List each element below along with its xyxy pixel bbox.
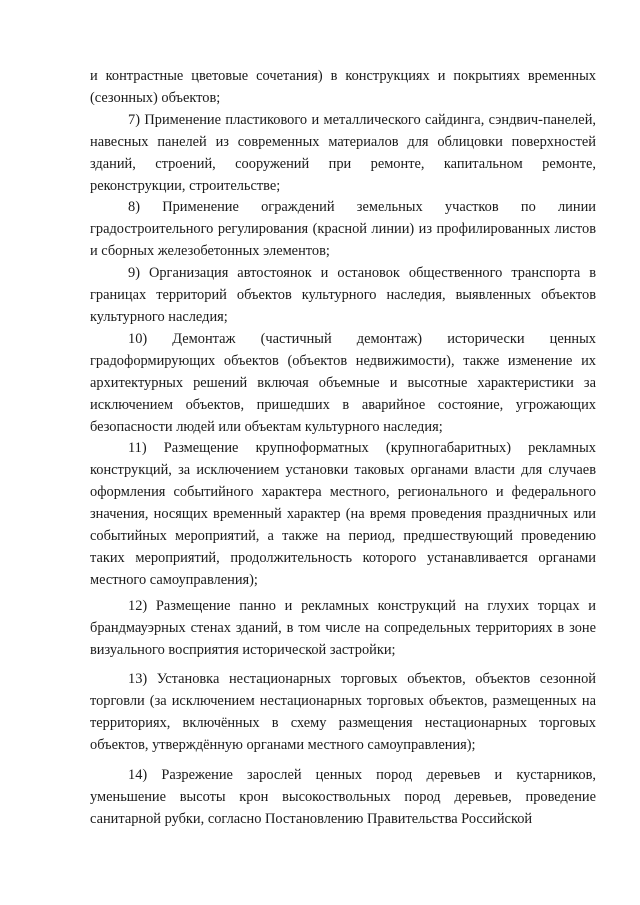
document-body	[90, 66, 596, 831]
paragraph-item-11: 11) Размещение крупноформатных (крупногабаритных) рекламных конструкций, за исключением установки таковых органами власти для случаев оформления событийного характера местного, регионального и федерального значения, носящих временный характер (на время проведения праздничных или событийных мероприятий, а также на период, предшествующий проведению таких мероприятий, продолжительность которого устанавливается органами местного самоуправления);	[90, 440, 596, 588]
paragraph-item-7: 7) Применение пластикового и металлического сайдинга, сэндвич-панелей, навесных панелей из современных материалов для облицовки поверхностей зданий, строений, сооружений при ремонте, капитальном ремонте, реконструкции, строительстве;	[90, 111, 596, 194]
paragraph-continuation: и контрастные цветовые сочетания) в конструкциях и покрытиях временных (сезонных) объектов;	[90, 68, 596, 106]
paragraph-item-14: 14) Разрежение зарослей ценных пород деревьев и кустарников, уменьшение высоты крон высокоствольных пород деревьев, проведение санитарной рубки, согласно Постановлению Правительства Российской	[90, 767, 596, 827]
paragraph-item-12: 12) Размещение панно и рекламных конструкций на глухих торцах и брандмауэрных стенах зданий, в том числе на сопредельных территориях в зоне визуального восприятия исторической застройки;	[90, 597, 596, 658]
paragraph-item-10: 10) Демонтаж (частичный демонтаж) исторически ценных градоформирующих объектов (объектов недвижимости), также изменение их архитектурных решений включая объемные и высотные характеристики за исключением объектов, пришедших в аварийное состояние, угрожающих безопасности людей или объектам культурного наследия;	[90, 330, 596, 435]
paragraph-item-13: 13) Установка нестационарных торговых объектов, объектов сезонной торговли (за исключением нестационарных торговых объектов, размещенных на территориях, включённых в схему размещения нестационарных торговых объектов, утверждённую органами местного самоуправления);	[90, 671, 596, 754]
paragraph-item-9: 9) Организация автостоянок и остановок общественного транспорта в границах территорий объектов культурного наследия, выявленных объектов культурного наследия;	[90, 265, 596, 325]
paragraph-item-8: 8) Применение ограждений земельных участков по линии градостроительного регулирования (красной линии) из профилированных листов и сборных железобетонных элементов;	[90, 199, 596, 260]
